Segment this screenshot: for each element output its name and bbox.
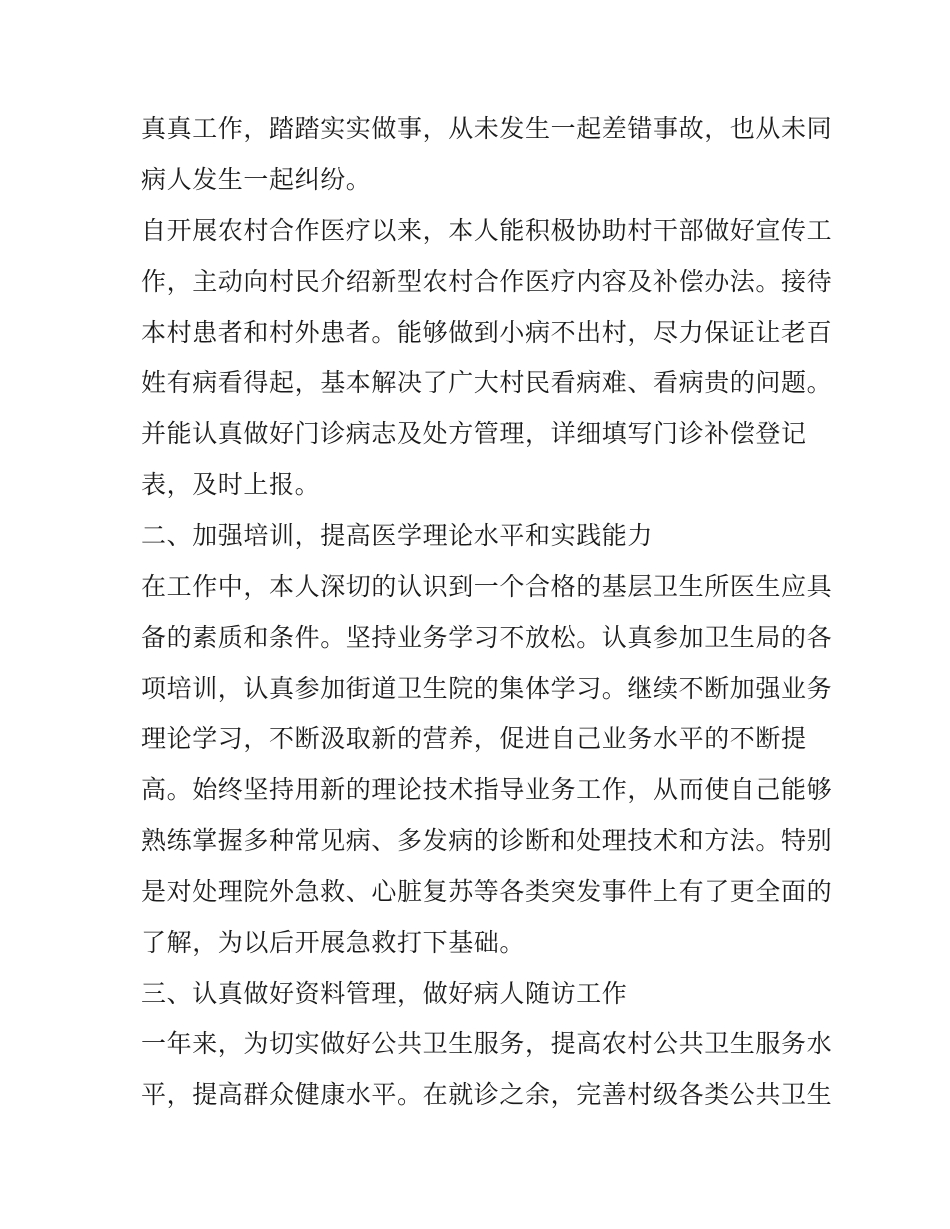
paragraph-line: 姓有病看得起，基本解决了广大村民看病难、看病贵的问题。 (141, 368, 833, 397)
paragraph-line: 自开展农村合作医疗以来，本人能积极协助村干部做好宣传工 (141, 216, 833, 245)
paragraph-line: 是对处理院外急救、心脏复苏等各类突发事件上有了更全面的 (141, 877, 833, 906)
section-heading: 三、认真做好资料管理，做好病人随访工作 (141, 979, 628, 1008)
paragraph-line: 在工作中，本人深切的认识到一个合格的基层卫生所医生应具 (141, 572, 833, 601)
paragraph-line: 表，及时上报。 (141, 470, 321, 499)
paragraph-line: 备的素质和条件。坚持业务学习不放松。认真参加卫生局的各 (141, 623, 833, 652)
paragraph-line: 理论学习，不断汲取新的营养，促进自己业务水平的不断提 (141, 724, 807, 753)
paragraph-line: 高。始终坚持用新的理论技术指导业务工作，从而使自己能够 (141, 775, 833, 804)
paragraph-line: 本村患者和村外患者。能够做到小病不出村，尽力保证让老百 (141, 318, 833, 347)
paragraph-line: 平，提高群众健康水平。在就诊之余，完善村级各类公共卫生 (141, 1080, 833, 1109)
paragraph-line: 项培训，认真参加街道卫生院的集体学习。继续不断加强业务 (141, 674, 833, 703)
paragraph-line: 熟练掌握多种常见病、多发病的诊断和处理技术和方法。特别 (141, 826, 833, 855)
paragraph-line: 作，主动向村民介绍新型农村合作医疗内容及补偿办法。接待 (141, 267, 833, 296)
paragraph-line: 病人发生一起纠纷。 (141, 165, 372, 194)
section-heading: 二、加强培训，提高医学理论水平和实践能力 (141, 521, 654, 550)
paragraph-line: 并能认真做好门诊病志及处方管理，详细填写门诊补偿登记 (141, 419, 807, 448)
paragraph-line: 一年来，为切实做好公共卫生服务，提高农村公共卫生服务水 (141, 1029, 833, 1058)
paragraph-line: 真真工作，踏踏实实做事，从未发生一起差错事故，也从未同 (141, 114, 833, 143)
paragraph-line: 了解，为以后开展急救打下基础。 (141, 928, 526, 957)
